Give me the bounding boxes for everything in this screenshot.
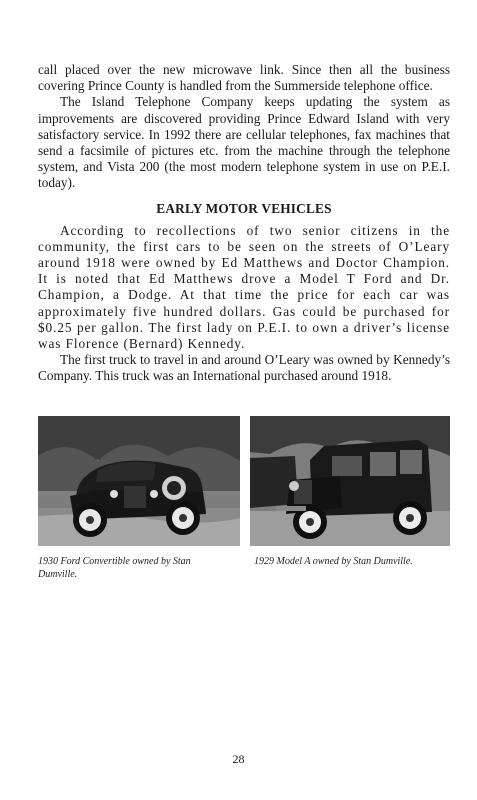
paragraph-microwave: call placed over the new microwave link. Since then all the business covering Prince County is handled from the Summerside telephone office.	[38, 62, 450, 94]
paragraph-telephone-company: The Island Telephone Company keeps updating the system as improvements are discovered providing Prince Edward Island with very satisfactory service. In 1992 there are cellular telephones, fax machines that send a facsimile of pictures etc. from the machine through the telephone system, and Vista 200 (the most modern telephone system in use on P.E.I. today).	[38, 94, 450, 191]
photo-1930-ford-convertible	[38, 416, 240, 546]
section-heading: EARLY MOTOR VEHICLES	[156, 200, 332, 216]
page-number: 28	[232, 752, 245, 766]
caption-right: 1929 Model A owned by Stan Dumville.	[254, 556, 413, 567]
photo-1929-model-a	[250, 416, 450, 546]
paragraph-first-truck: The first truck to travel in and around O’Leary was owned by Kennedy’s Company. This truck was an International purchased around 1918.	[38, 352, 450, 384]
caption-left: 1930 Ford Convertible owned by Stan Dumville.	[38, 556, 191, 580]
paragraph-first-cars: According to recollections of two senior citizens in the community, the first cars to be seen on the streets of O’Leary around 1918 were owned by Ed Matthews and Doctor Champion. It is noted that Ed Matthews drove a Model T Ford and Dr. Champion, a Dodge. At that time the price for each car was approximately five hundred dollars. Gas could be purchased for $0.25 per gallon. The first lady on P.E.I. to own a driver’s license was Florence (Bernard) Kennedy.	[38, 222, 450, 352]
photo-row	[38, 416, 450, 546]
page-body	[38, 62, 450, 385]
